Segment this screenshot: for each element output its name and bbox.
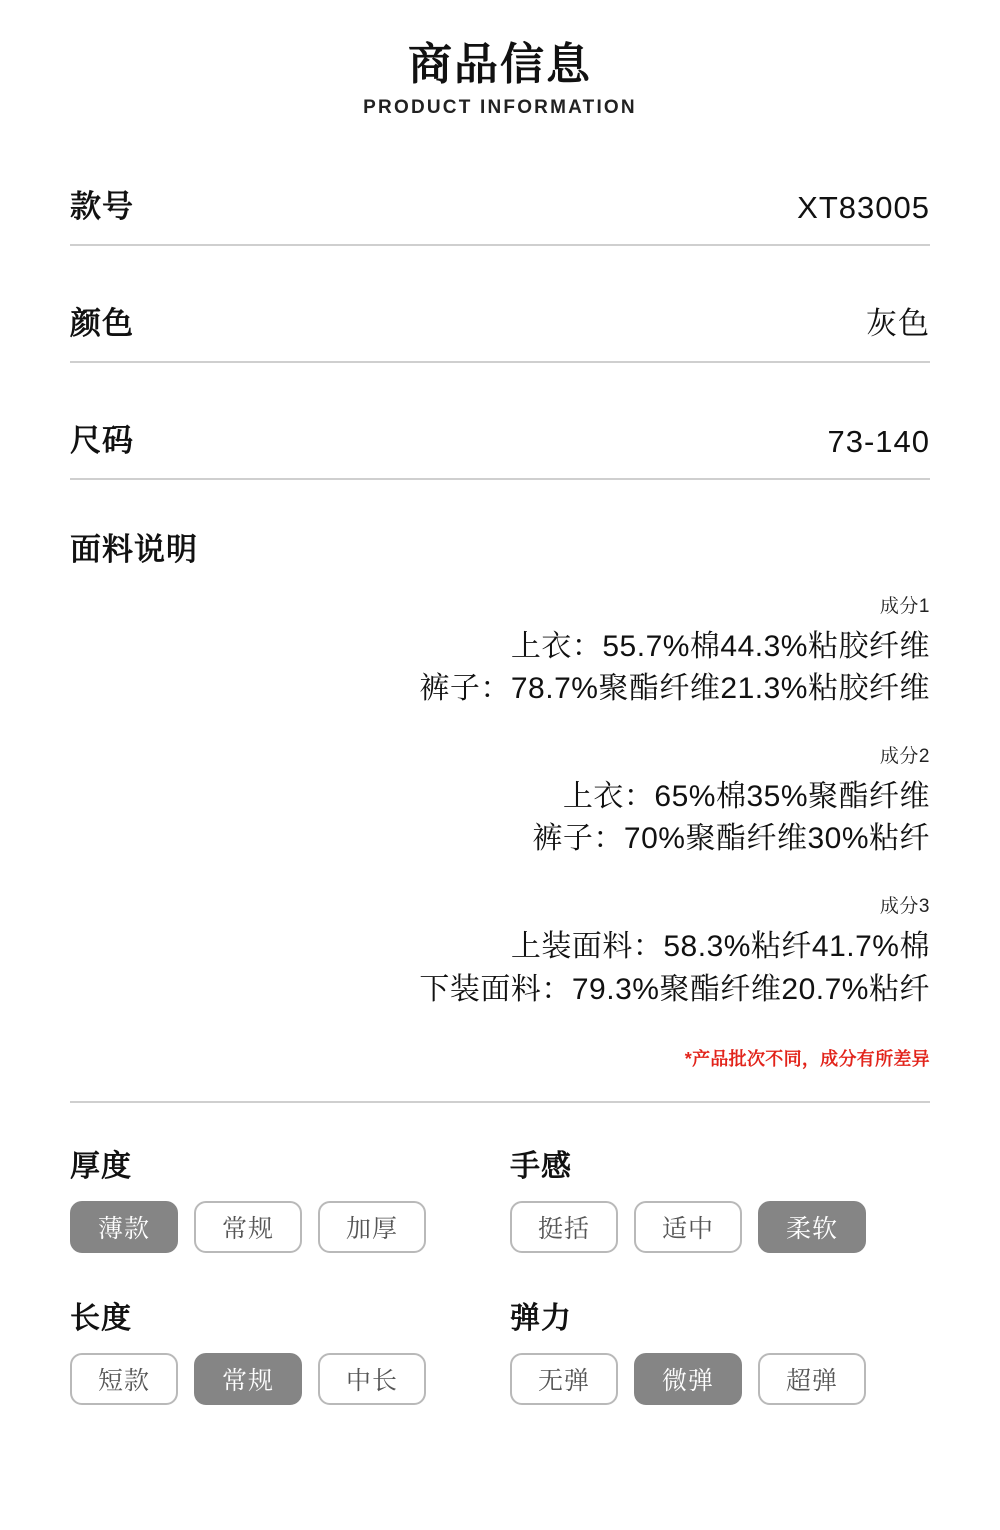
attribute-options bbox=[70, 1353, 490, 1405]
composition-group-1 bbox=[70, 591, 930, 711]
attribute-option-soft[interactable]: 柔软 bbox=[758, 1201, 866, 1253]
attribute-options bbox=[510, 1201, 930, 1253]
composition-line: 上装面料：58.3%粘纤41.7%棉 bbox=[510, 929, 930, 963]
page-header bbox=[0, 0, 1000, 119]
page-title: 商品信息 bbox=[408, 40, 592, 89]
attribute-title: 弹力 bbox=[510, 1302, 572, 1336]
attribute-option-crisp[interactable]: 挺括 bbox=[510, 1201, 618, 1253]
attribute-group-handfeel bbox=[510, 1141, 930, 1253]
attribute-group-thickness bbox=[70, 1141, 490, 1253]
spec-list bbox=[0, 181, 1000, 480]
composition-heading: 成分3 bbox=[879, 895, 930, 917]
attribute-option-slight-stretch[interactable]: 微弹 bbox=[634, 1353, 742, 1405]
attribute-option-super-stretch[interactable]: 超弹 bbox=[758, 1353, 866, 1405]
spec-row-color bbox=[70, 298, 930, 363]
composition-heading: 成分1 bbox=[879, 595, 930, 617]
attribute-title: 长度 bbox=[70, 1302, 132, 1336]
attribute-grid bbox=[0, 1103, 1000, 1405]
attribute-option-midlong[interactable]: 中长 bbox=[318, 1353, 426, 1405]
composition-heading: 成分2 bbox=[879, 745, 930, 767]
spec-row-size bbox=[70, 415, 930, 480]
spec-value: XT83005 bbox=[797, 189, 930, 225]
attribute-title: 厚度 bbox=[70, 1150, 132, 1184]
attribute-options bbox=[70, 1201, 490, 1253]
composition-line: 下装面料：79.3%聚酯纤维20.7%粘纤 bbox=[419, 972, 930, 1006]
spec-value: 73-140 bbox=[827, 423, 930, 459]
fabric-section-title: 面料说明 bbox=[70, 531, 198, 567]
attribute-option-moderate[interactable]: 适中 bbox=[634, 1201, 742, 1253]
attribute-option-thin[interactable]: 薄款 bbox=[70, 1201, 178, 1253]
composition-line: 裤子：70%聚酯纤维30%粘纤 bbox=[532, 822, 930, 856]
attribute-option-regular[interactable]: 常规 bbox=[194, 1353, 302, 1405]
attribute-group-length bbox=[70, 1293, 490, 1405]
page-subtitle: PRODUCT INFORMATION bbox=[363, 96, 637, 118]
attribute-title: 手感 bbox=[510, 1150, 572, 1184]
composition-line: 上衣：65%棉35%聚酯纤维 bbox=[562, 779, 930, 813]
batch-variance-note: *产品批次不同，成分有所差异 bbox=[684, 1049, 930, 1070]
attribute-option-thick[interactable]: 加厚 bbox=[318, 1201, 426, 1253]
composition-line: 裤子：78.7%聚酯纤维21.3%粘胶纤维 bbox=[419, 672, 930, 706]
attribute-option-no-stretch[interactable]: 无弹 bbox=[510, 1353, 618, 1405]
attribute-group-elasticity bbox=[510, 1293, 930, 1405]
spec-row-style-number bbox=[70, 181, 930, 246]
spec-value: 灰色 bbox=[866, 305, 930, 341]
composition-group-2 bbox=[70, 741, 930, 861]
fabric-description-block bbox=[0, 524, 1000, 1072]
spec-label: 款号 bbox=[70, 188, 134, 224]
composition-group-3 bbox=[70, 891, 930, 1011]
spec-label: 尺码 bbox=[70, 422, 134, 458]
attribute-option-short[interactable]: 短款 bbox=[70, 1353, 178, 1405]
spec-label: 颜色 bbox=[70, 305, 134, 341]
attribute-option-regular[interactable]: 常规 bbox=[194, 1201, 302, 1253]
attribute-options bbox=[510, 1353, 930, 1405]
composition-line: 上衣：55.7%棉44.3%粘胶纤维 bbox=[510, 629, 930, 663]
